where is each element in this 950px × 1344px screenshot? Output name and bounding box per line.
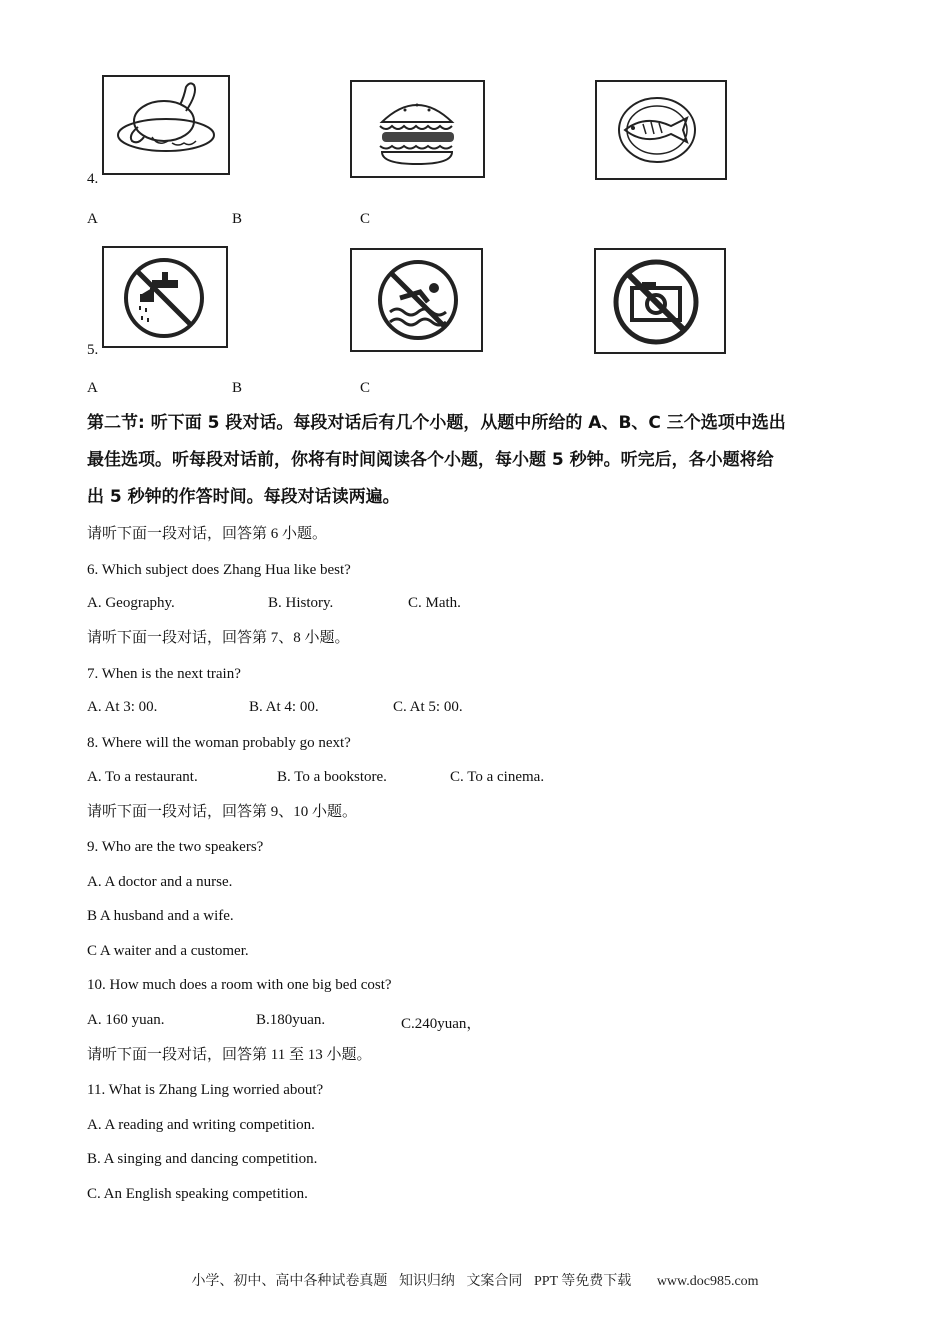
q7-option-b: B. At 4: 00. [249, 699, 319, 715]
dialog-1-instruction: 请听下面一段对话，回答第 6 小题。 [87, 526, 328, 542]
q6-option-b: B. History. [268, 595, 334, 611]
q11-text: 11. What is Zhang Ling worried about? [87, 1082, 324, 1098]
fish-on-plate-icon [595, 80, 727, 180]
q4-image-b [350, 80, 485, 178]
q8-text: 8. Where will the woman probably go next? [87, 735, 351, 751]
q6-option-a: A. Geography. [87, 595, 175, 611]
footer-text-2: 知识归纳 [398, 1274, 455, 1289]
section2-instructions [87, 405, 862, 516]
no-photos-icon [594, 248, 726, 354]
q5-number: 5. [87, 342, 99, 358]
q4-label-c: C [360, 211, 371, 227]
q9-text: 9. Who are the two speakers? [87, 839, 264, 855]
dialog-3-instruction: 请听下面一段对话，回答第 9、10 小题。 [87, 804, 358, 820]
q7-option-a: A. At 3: 00. [87, 699, 158, 715]
q11-option-b: B. A singing and dancing competition. [87, 1151, 318, 1167]
no-swimming-icon [350, 248, 483, 352]
footer-text-4: PPT 等免费下载 [533, 1274, 632, 1289]
q7-text: 7. When is the next train? [87, 666, 241, 682]
dialog-4-instruction: 请听下面一段对话，回答第 11 至 13 小题。 [87, 1047, 372, 1063]
section2-line-3: 出 5 秒钟的作答时间。每段对话读两遍。 [87, 487, 400, 507]
no-tap-water-icon [102, 246, 228, 348]
section2-line-2: 最佳选项。听每段对话前，你将有时间阅读各个小题，每小题 5 秒钟。听完后，各小题将给 [87, 450, 774, 470]
q4-image-a [102, 75, 230, 175]
q4-number: 4. [87, 171, 99, 187]
q5-image-b [350, 248, 483, 352]
q4-label-b: B [232, 211, 243, 227]
q6-option-c: C. Math. [408, 595, 461, 611]
q10-option-a: A. 160 yuan. [87, 1012, 165, 1028]
footer-text-3: 文案合同 [466, 1274, 523, 1289]
q9-option-c: C A waiter and a customer. [87, 943, 249, 959]
q5-label-a: A [87, 380, 98, 396]
q7-option-c: C. At 5: 00. [393, 699, 463, 715]
q11-option-c: C. An English speaking competition. [87, 1186, 308, 1202]
page-footer [0, 1270, 950, 1290]
q8-option-b: B. To a bookstore. [277, 769, 387, 785]
section2-line-1: 第二节: 听下面 5 段对话。每段对话后有几个小题，从题中所给的 A、B、C 三个选项中选出 [87, 413, 786, 433]
q10-text: 10. How much does a room with one big bed cost? [87, 977, 392, 993]
q8-option-c: C. To a cinema. [450, 769, 545, 785]
q4-image-c [595, 80, 727, 180]
roast-chicken-icon [102, 75, 230, 175]
dialog-2-instruction: 请听下面一段对话，回答第 7、8 小题。 [87, 630, 350, 646]
q10-option-b: B.180yuan. [256, 1012, 326, 1028]
q5-image-a [102, 246, 228, 348]
q5-label-c: C [360, 380, 371, 396]
q4-label-a: A [87, 211, 98, 227]
q11-option-a: A. A reading and writing competition. [87, 1117, 315, 1133]
q9-option-a: A. A doctor and a nurse. [87, 874, 233, 890]
q5-label-b: B [232, 380, 243, 396]
footer-text-1: 小学、初中、高中各种试卷真题 [191, 1274, 388, 1289]
footer-url-link[interactable]: www.doc985.com [656, 1274, 759, 1289]
q6-text: 6. Which subject does Zhang Hua like best? [87, 562, 351, 578]
q10-option-c: C.240yuan， [401, 1016, 482, 1032]
q5-image-c [594, 248, 726, 354]
hamburger-icon [350, 80, 485, 178]
q8-option-a: A. To a restaurant. [87, 769, 198, 785]
q9-option-b: B A husband and a wife. [87, 908, 234, 924]
